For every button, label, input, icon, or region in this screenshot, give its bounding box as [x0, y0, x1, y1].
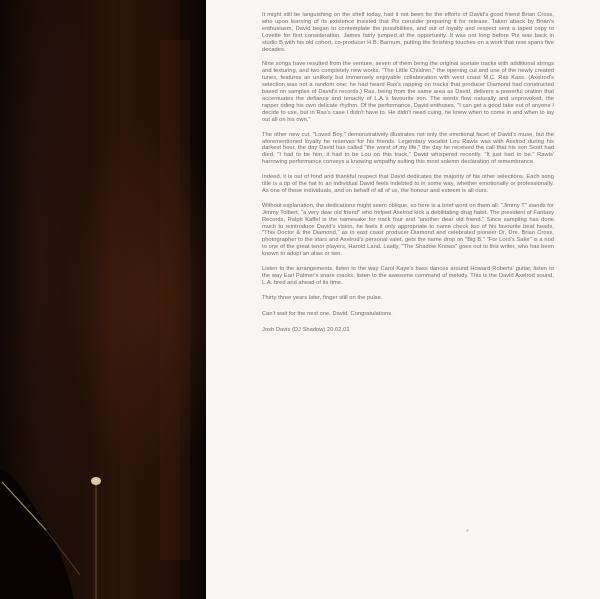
concert-photo — [0, 0, 206, 599]
signature: Josh Davis (DJ Shadow) 20.02.01 — [262, 326, 350, 333]
paragraph: It might still be languishing on the shelf today, had it not been for the efforts of David's good friend Brian Cross, who upon learning of its existence insisted that Pix consider preparing it for release. Taken aback by Brian's enthusiasm, David began to contemplate the possibilities, and out of loyalty and respect sent a taped copy to Lovette for first consideration. James fairly jumped at the opportunity. It was not long before Pix was back in studio B with his old cohort, co-producer H.B. Barnum, putting the finishing touches on a work that now spans five decades. — [262, 12, 554, 53]
microphone-icon — [91, 477, 101, 485]
ornament-mark: * — [466, 529, 469, 536]
paragraph: Nine songs have resulted from the venture, seven of them being the original acetate tracks with additional strings and texturing, and two completely new works. "The Little Children," the opening cut and one of the newly created tunes, features an unlikely but immensely enjoyable collaboration with west coast M.C. Ras Kass. (Axelrod's selection was not a random one; he had heard Ras's rapping on tracks that producer Diamond had constructed based on samples of David's records.) Ras, being from the same area as David, delivers a powerful oration that accentuates the defiance and tenacity of L.A.'s favourite son. The words flow naturally and unprovoked, the rapper riding his own delicate rhythm. Of the performance, David enthuses, "I can get a good take out of anyone I decide to use, but in Ras's case I didn't have to. He didn't need cuing, he knew when to come in and when to lay out all on his own." — [262, 61, 554, 123]
paragraph: The other new cut, "Loved Boy," demonstratively illustrates not only the emotional facet of David's muse, but the aforementioned loyalty he reserves for his friends. Legendary vocalist Lou Rawls was with Axelrod during his darkest hour, the day David has called "the worst of my life," the day he received the call that his son Scott had died. "I had to be him, it had to be Lou on this track," David whispered recently. "It just had to be." Rawls' harrowing performance conveys a knowing empathy suiting this most solemn declaration of remembrance. — [262, 131, 554, 166]
closing-line: Thirty three years later, finger still on the pulse. — [262, 294, 383, 301]
paragraph: Indeed, it is out of fond and thankful respect that David dedicates the majority of his other selections. Each song title is a tip of the hat to an individual David feels indebted to in some way, whether emotionally or professionally. As one of those individuals, and on behalf of all of us, the honour and esteem is all ours. — [262, 174, 554, 194]
closing-line: Can't wait for the next one, David. Congratulations. — [262, 310, 393, 317]
performer-silhouette — [0, 470, 74, 599]
stage-silhouette — [0, 0, 206, 599]
paragraph: Without explanation, the dedications might seem oblique, so here is a brief word on them all. "Jimmy T" stands for Jimmy Tolbert, "a very dear old friend" who helped Axelrod kick a debilitating drug habit. The president of Fantasy Records, Ralph Kaffel is the namesake for track four and "another dear old friend." Since sampling has done much to reintroduce David's vision, he feels it only appropriate to name check two of his favourite beat heads, "This Doctor & the Diamond," as in east coast producer Diamond and celebrated pioneer Dr. Dre. Brian Cross, photographer to the stars and Axelrod's personal valet, gets the name drop on "Big B." "For Lord's Sake" is a nod to one of the great tenor players, Harold Land. Lastly, "The Shadow Knows" goes out to this writer, who has been known to adopt an alias or two. — [262, 202, 554, 258]
liner-notes-page — [206, 0, 600, 599]
liner-notes-text — [262, 12, 554, 342]
paragraph: Listen to the arrangements, listen to the way Carol Kaye's bass dances around Howard Roberts' guitar, listen to the way Earl Palmer's snare cracks, listen to the awesome command of melody. This is the David Axelrod sound, L.A. bred and ahead of its time. — [262, 266, 554, 286]
